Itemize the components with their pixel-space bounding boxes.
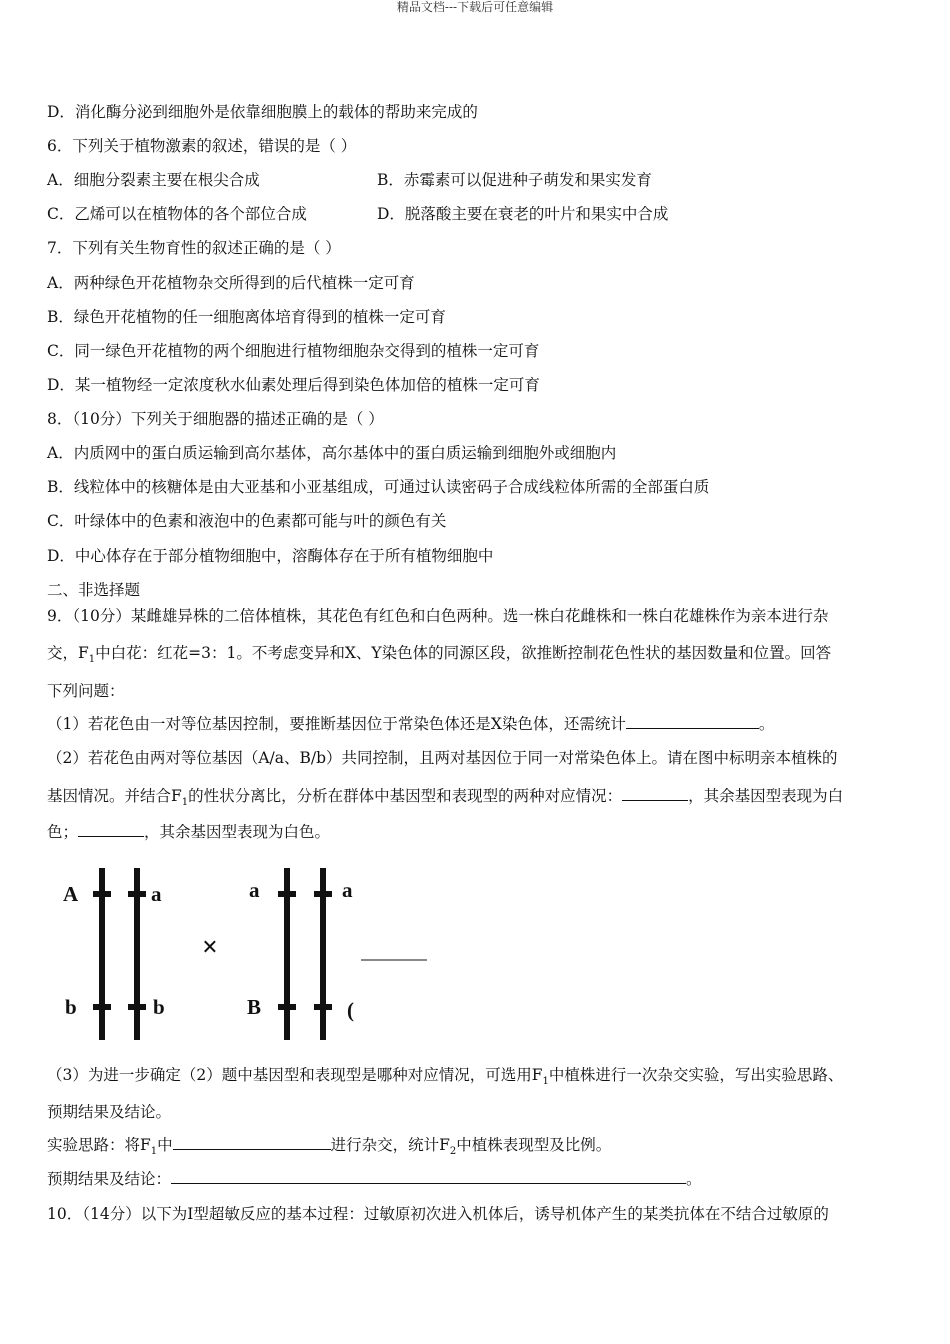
q9-part3-text: 中 [157,1136,173,1154]
allele-label: A [63,882,79,906]
q7-stem: 7．下列有关生物育性的叙述正确的是（ ） [47,239,341,257]
q9-part2-line2 [47,786,844,809]
q9-part3-line2: 预期结果及结论。 [47,1103,172,1121]
subscript: 1 [150,1146,158,1158]
q9-part2-line1: （2）若花色由两对等位基因（A/a、B/b）共同控制，且两对基因位于同一对常染色体上。请在图中标明亲本植株的 [47,749,838,767]
q6-option-b: B．赤霉素可以促进种子萌发和果实发育 [377,171,652,189]
q9-part3-text: 预期结果及结论： [47,1170,172,1188]
q6-options-cd [47,204,907,224]
right-parent-chromosomes [247,868,354,1040]
q5-option-d: D．消化酶分泌到细胞外是依靠细胞膜上的载体的帮助来完成的 [47,103,478,121]
q7-option-d: D．某一植物经一定浓度秋水仙素处理后得到染色体加倍的植株一定可育 [47,376,540,394]
answer-blank[interactable] [173,1135,331,1150]
q9-part2-text: 色； [47,823,79,841]
q9-part2-line3 [47,822,330,842]
q6-stem: 6．下列关于植物激素的叙述，错误的是（ ） [47,137,357,155]
q8-option-a: A．内质网中的蛋白质运输到高尔基体，高尔基体中的蛋白质运输到细胞外或细胞内 [47,444,617,462]
answer-blank[interactable] [622,786,688,801]
q9-stem-line3: 下列问题： [47,682,125,700]
q8-option-c: C．叶绿体中的色素和液泡中的色素都可能与叶的颜色有关 [47,512,447,530]
q7-option-b: B．绿色开花植物的任一细胞离体培育得到的植株一定可育 [47,308,446,326]
allele-label: ( [347,998,354,1022]
punctuation: 。 [686,1170,702,1188]
chromosome-cross-diagram [55,860,435,1045]
q9-part3-text: 中植株进行一次杂交实验，写出实验思路、 [548,1066,844,1084]
q9-stem-text: 中白花：红花=3：1。不考虑变异和X、Y染色体的同源区段，欲推断控制花色性状的基因数量和位置。回答 [95,644,832,662]
q9-part1 [47,714,774,734]
allele-label: B [247,995,262,1019]
q9-part2-text: 基因情况。并结合F [47,787,182,805]
q9-part3-text: 中植株表现型及比例。 [456,1136,612,1154]
allele-label: a [151,882,162,906]
q7-option-a: A．两种绿色开花植物杂交所得到的后代植株一定可育 [47,274,415,292]
q9-part3-text: 实验思路：将F [47,1136,151,1154]
q7-option-c: C．同一绿色开花植物的两个细胞进行植物细胞杂交得到的植株一定可育 [47,342,540,360]
q6-option-c: C．乙烯可以在植物体的各个部位合成 [47,205,307,223]
q9-part2-text: ，其余基因型表现为白色。 [144,823,331,841]
q9-part3-text: （3）为进一步确定（2）题中基因型和表现型是哪种对应情况，可选用F [47,1066,543,1084]
subscript: 2 [449,1146,457,1158]
q9-part3-line3 [47,1135,612,1158]
q9-part2-text: ，其余基因型表现为白 [688,787,844,805]
subscript: 1 [181,797,189,809]
q8-stem: 8．（10分）下列关于细胞器的描述正确的是（ ） [47,410,384,428]
q6-option-d: D．脱落酸主要在衰老的叶片和果实中合成 [377,205,669,223]
allele-label: b [153,995,165,1019]
q9-part3-text: 进行杂交，统计F [330,1136,450,1154]
q9-stem-line2 [47,643,832,666]
q8-option-d: D．中心体存在于部分植物细胞中，溶酶体存在于所有植物细胞中 [47,547,494,565]
allele-label: a [342,878,353,902]
q9-part1-text: （1）若花色由一对等位基因控制，要推断基因位于常染色体还是X染色体，还需统计 [47,715,626,733]
answer-blank[interactable] [626,714,759,729]
q9-part3-line4 [47,1169,702,1189]
section-heading: 二、非选择题 [47,581,141,599]
q8-option-b: B．线粒体中的核糖体是由大亚基和小亚基组成，可通过认读密码子合成线粒体所需的全部蛋白质 [47,478,710,496]
page-header: 精品文档---下载后可任意编辑 [396,0,554,14]
left-parent-chromosomes [63,868,165,1040]
subscript: 1 [88,654,96,666]
allele-label: a [249,878,260,902]
q6-option-a: A．细胞分裂素主要在根尖合成 [47,171,260,189]
q9-stem-line1: 9．（10分）某雌雄异株的二倍体植株，其花色有红色和白色两种。选一株白花雌株和一株白花雄株作为亲本进行杂 [47,607,829,625]
q9-stem-text: 交，F [47,644,89,662]
q9-part2-text: 的性状分离比，分析在群体中基因型和表现型的两种对应情况： [188,787,623,805]
allele-label: b [65,995,77,1019]
punctuation: 。 [758,715,775,733]
q6-options-ab [47,170,907,190]
answer-blank[interactable] [171,1169,686,1184]
q10-stem: 10．（14分）以下为Ⅰ型超敏反应的基本过程：过敏原初次进入机体后，诱导机体产生的某类抗体在不结合过敏原的 [47,1205,829,1223]
subscript: 1 [542,1076,549,1088]
answer-blank[interactable] [78,822,144,837]
cross-symbol: × [202,932,218,963]
q9-part3-line1 [47,1065,844,1088]
